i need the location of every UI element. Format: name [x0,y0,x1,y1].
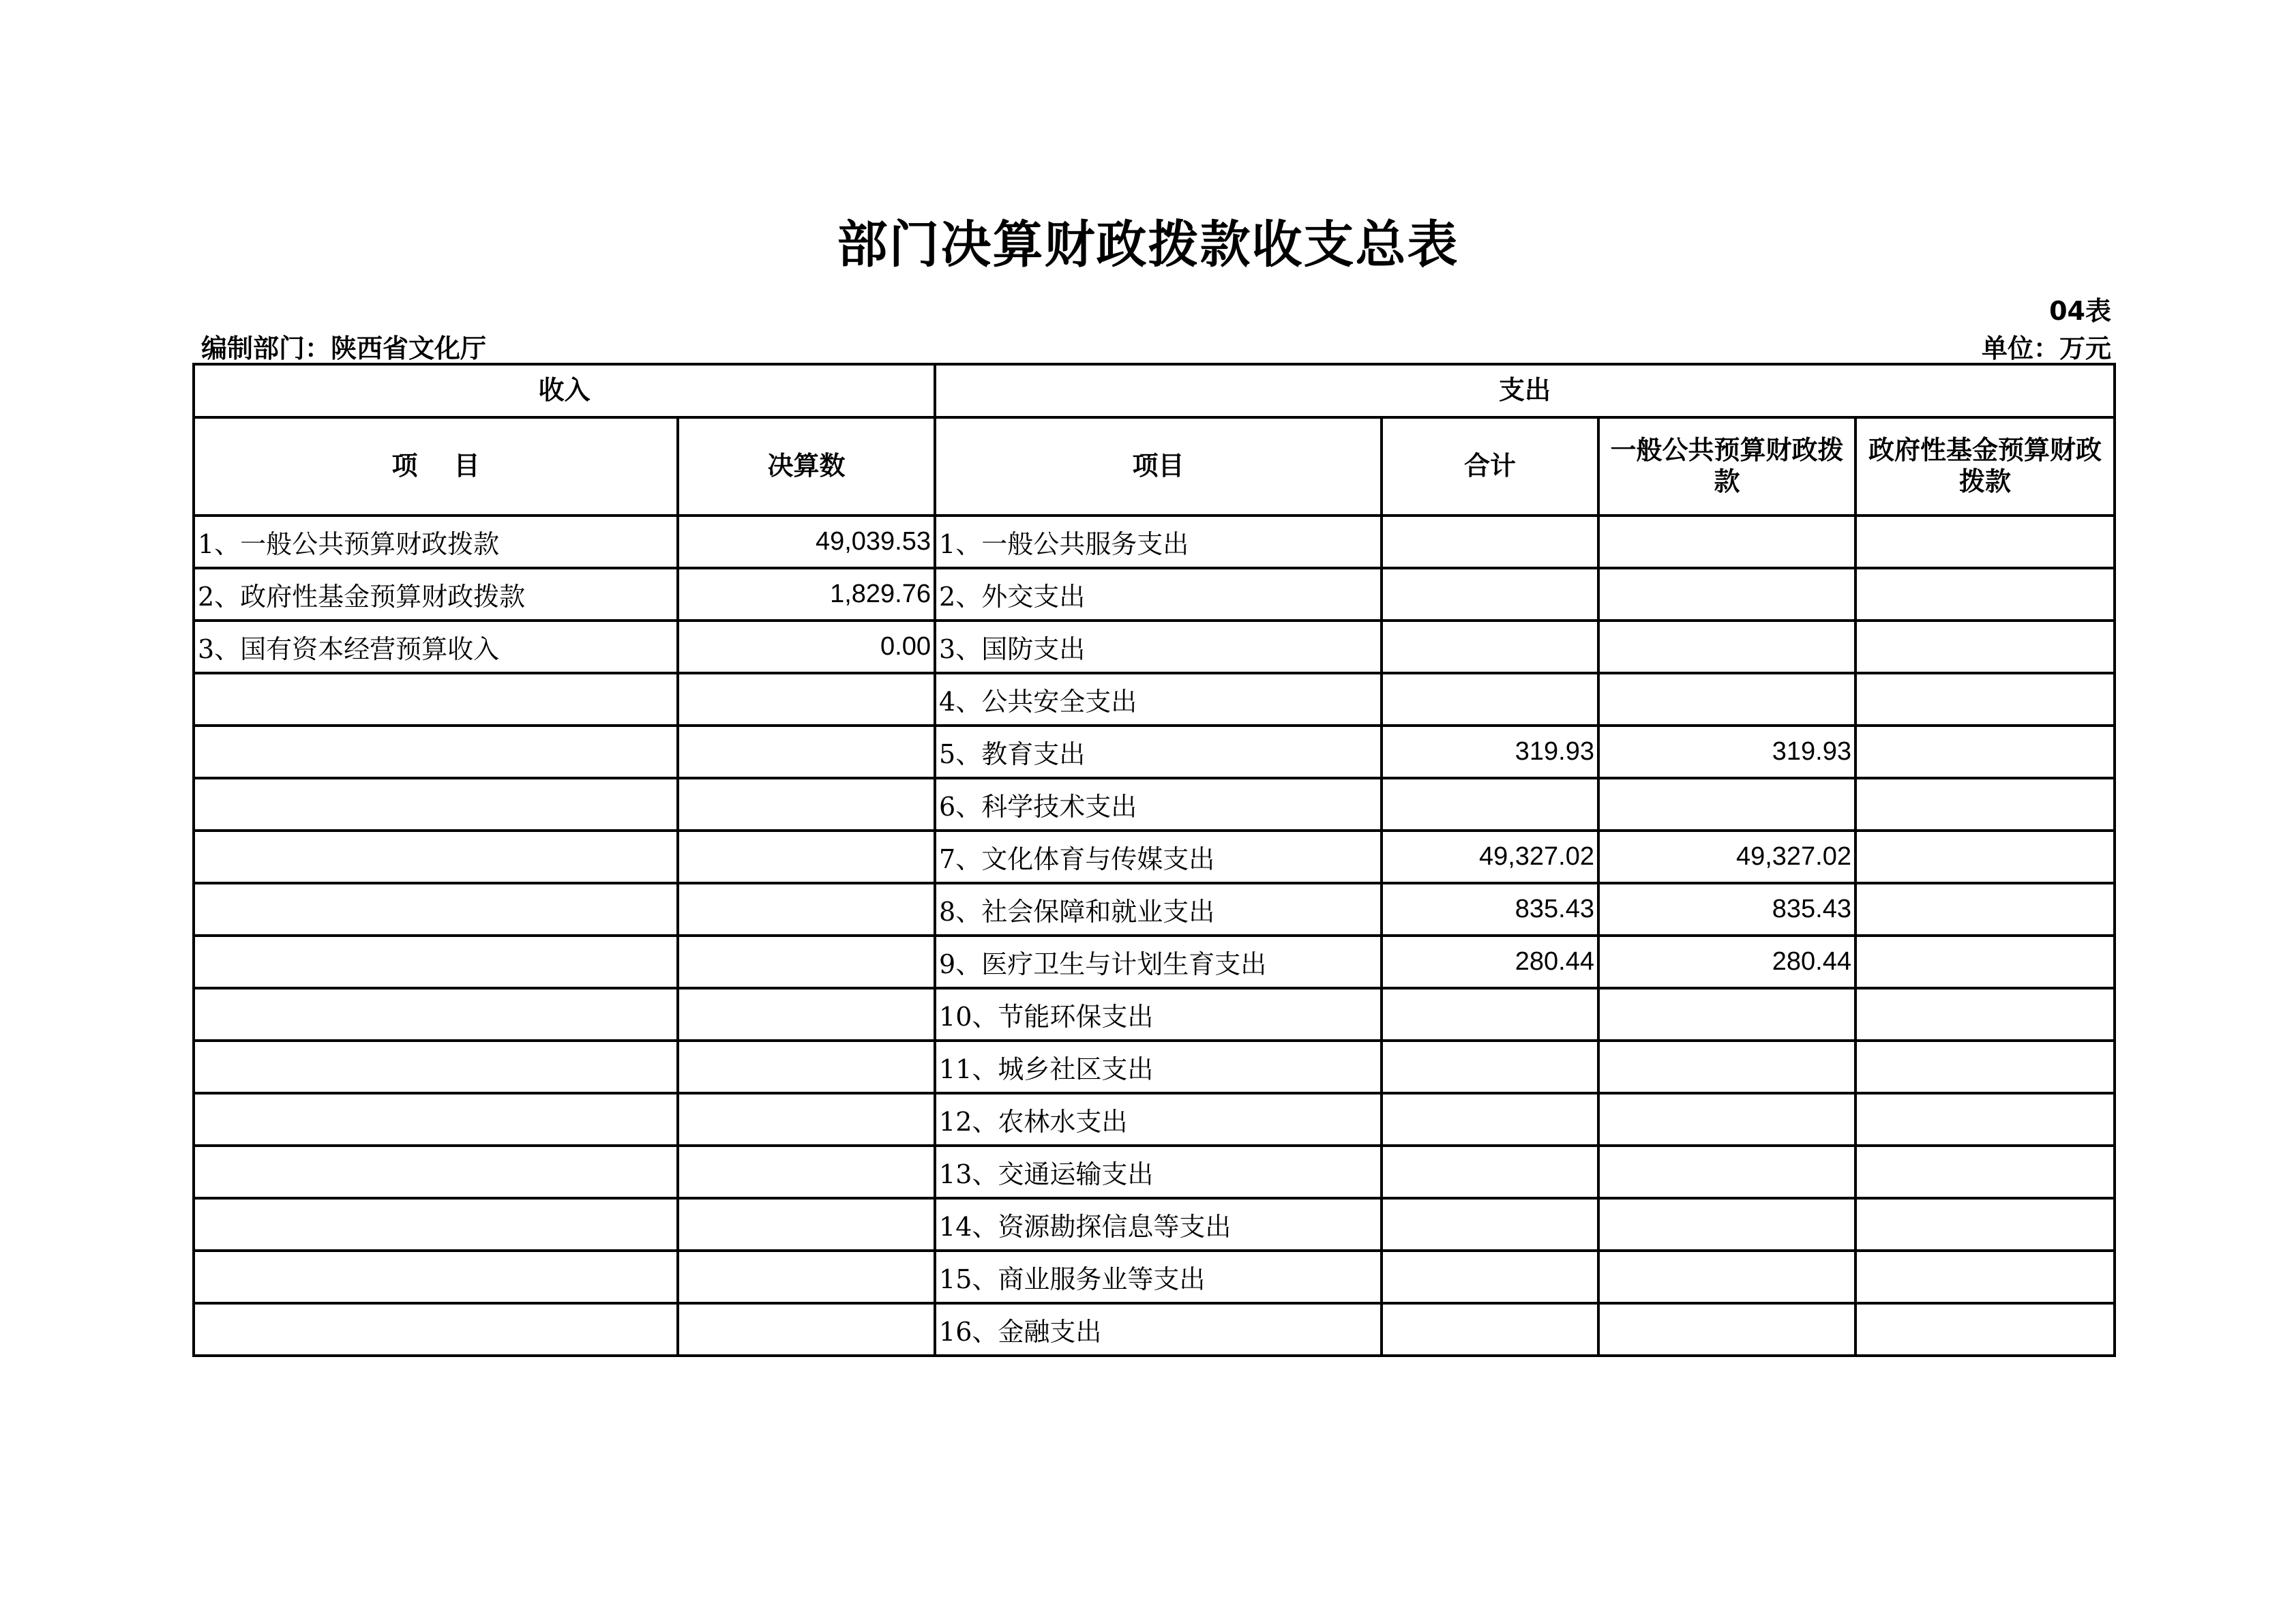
income-item-cell: 1、一般公共预算财政拨款 [194,516,678,568]
general-budget-cell [1598,673,1855,726]
income-item-cell [194,831,678,883]
gov-fund-budget-cell [1855,516,2115,568]
income-amount-cell [678,1198,935,1251]
general-budget-header: 一般公共预算财政拨款 [1598,417,1855,516]
general-budget-cell: 280.44 [1598,936,1855,988]
income-item-cell [194,673,678,726]
income-amount-cell: 49,039.53 [678,516,935,568]
general-budget-cell [1598,1041,1855,1093]
gov-fund-budget-cell [1855,621,2115,673]
expense-item-cell: 12、农林水支出 [935,1093,1382,1146]
expense-item-cell: 6、科学技术支出 [935,778,1382,831]
general-budget-cell [1598,988,1855,1041]
table-row [194,673,2115,726]
total-header: 合计 [1382,417,1598,516]
gov-fund-budget-header: 政府性基金预算财政拨款 [1855,417,2115,516]
expense-total-cell: 319.93 [1382,726,1598,778]
income-amount-cell [678,1303,935,1356]
department-label: 编制部门：陕西省文化厅 [201,333,487,363]
table-number: 04表 [2049,296,2111,326]
general-budget-cell: 319.93 [1598,726,1855,778]
gov-fund-budget-cell [1855,673,2115,726]
expense-total-cell: 49,327.02 [1382,831,1598,883]
gov-fund-budget-cell [1855,936,2115,988]
expense-total-cell [1382,516,1598,568]
page-title: 部门决算财政拨款收支总表 [837,215,1459,274]
gov-fund-budget-cell [1855,1146,2115,1198]
table-row [194,988,2115,1041]
income-item-cell [194,883,678,936]
gov-fund-budget-cell [1855,1303,2115,1356]
general-budget-cell [1598,1303,1855,1356]
table-row [194,1251,2115,1303]
income-item-cell [194,1251,678,1303]
income-item-header: 项 目 [194,417,678,516]
general-budget-cell: 835.43 [1598,883,1855,936]
expense-total-cell [1382,673,1598,726]
expense-item-cell: 3、国防支出 [935,621,1382,673]
expense-item-cell: 15、商业服务业等支出 [935,1251,1382,1303]
expense-total-cell [1382,1251,1598,1303]
table-row [194,726,2115,778]
income-amount-cell: 1,829.76 [678,568,935,621]
gov-fund-budget-cell [1855,568,2115,621]
income-item-cell [194,936,678,988]
income-amount-cell [678,883,935,936]
general-budget-cell [1598,778,1855,831]
expense-total-cell [1382,1303,1598,1356]
table-row [194,883,2115,936]
income-amount-cell [678,1251,935,1303]
expense-item-cell: 10、节能环保支出 [935,988,1382,1041]
expense-total-cell [1382,988,1598,1041]
expense-item-cell: 2、外交支出 [935,568,1382,621]
income-expense-table [192,363,2116,1357]
table-row [194,831,2115,883]
income-item-cell: 2、政府性基金预算财政拨款 [194,568,678,621]
income-amount-cell [678,778,935,831]
expense-total-cell [1382,1093,1598,1146]
column-header-row [194,417,2115,516]
general-budget-cell [1598,621,1855,673]
general-budget-cell [1598,1251,1855,1303]
expense-item-cell: 4、公共安全支出 [935,673,1382,726]
table-row [194,778,2115,831]
expense-item-cell: 7、文化体育与传媒支出 [935,831,1382,883]
expense-total-cell [1382,1198,1598,1251]
income-amount-cell [678,1146,935,1198]
general-budget-cell [1598,1093,1855,1146]
gov-fund-budget-cell [1855,1093,2115,1146]
income-amount-cell [678,1041,935,1093]
expense-item-cell: 5、教育支出 [935,726,1382,778]
table-row [194,1146,2115,1198]
table-row [194,936,2115,988]
general-budget-cell: 49,327.02 [1598,831,1855,883]
table-row [194,516,2115,568]
general-budget-cell [1598,1198,1855,1251]
gov-fund-budget-cell [1855,778,2115,831]
expense-item-cell: 9、医疗卫生与计划生育支出 [935,936,1382,988]
expense-total-cell [1382,621,1598,673]
expense-item-cell: 1、一般公共服务支出 [935,516,1382,568]
table-row [194,1041,2115,1093]
expense-item-cell: 16、金融支出 [935,1303,1382,1356]
expense-total-cell [1382,1146,1598,1198]
income-amount-cell [678,831,935,883]
table-row [194,1303,2115,1356]
expense-item-header: 项目 [935,417,1382,516]
general-budget-cell [1598,516,1855,568]
gov-fund-budget-cell [1855,1041,2115,1093]
gov-fund-budget-cell [1855,988,2115,1041]
expense-item-cell: 11、城乡社区支出 [935,1041,1382,1093]
expense-total-cell: 280.44 [1382,936,1598,988]
table-row [194,1093,2115,1146]
income-amount-cell: 0.00 [678,621,935,673]
income-item-cell [194,1146,678,1198]
income-item-cell [194,726,678,778]
general-budget-cell [1598,568,1855,621]
category-header-row [194,364,2115,417]
income-amount-cell [678,726,935,778]
gov-fund-budget-cell [1855,1251,2115,1303]
expense-item-cell: 14、资源勘探信息等支出 [935,1198,1382,1251]
income-amount-cell [678,936,935,988]
gov-fund-budget-cell [1855,726,2115,778]
income-item-cell: 3、国有资本经营预算收入 [194,621,678,673]
income-item-cell [194,1041,678,1093]
income-amount-cell [678,673,935,726]
income-amount-cell [678,988,935,1041]
gov-fund-budget-cell [1855,1198,2115,1251]
income-item-cell [194,1303,678,1356]
expense-total-cell [1382,778,1598,831]
income-header: 收入 [194,364,935,417]
income-item-cell [194,988,678,1041]
expense-item-cell: 8、社会保障和就业支出 [935,883,1382,936]
income-item-cell [194,1093,678,1146]
gov-fund-budget-cell [1855,831,2115,883]
gov-fund-budget-cell [1855,883,2115,936]
table-row [194,621,2115,673]
table-row [194,568,2115,621]
final-amount-header: 决算数 [678,417,935,516]
unit-label: 单位：万元 [1981,333,2111,363]
income-item-cell [194,1198,678,1251]
expense-total-cell: 835.43 [1382,883,1598,936]
table-row [194,1198,2115,1251]
expense-header: 支出 [935,364,2115,417]
general-budget-cell [1598,1146,1855,1198]
expense-item-cell: 13、交通运输支出 [935,1146,1382,1198]
income-item-cell [194,778,678,831]
expense-total-cell [1382,568,1598,621]
income-amount-cell [678,1093,935,1146]
expense-total-cell [1382,1041,1598,1093]
